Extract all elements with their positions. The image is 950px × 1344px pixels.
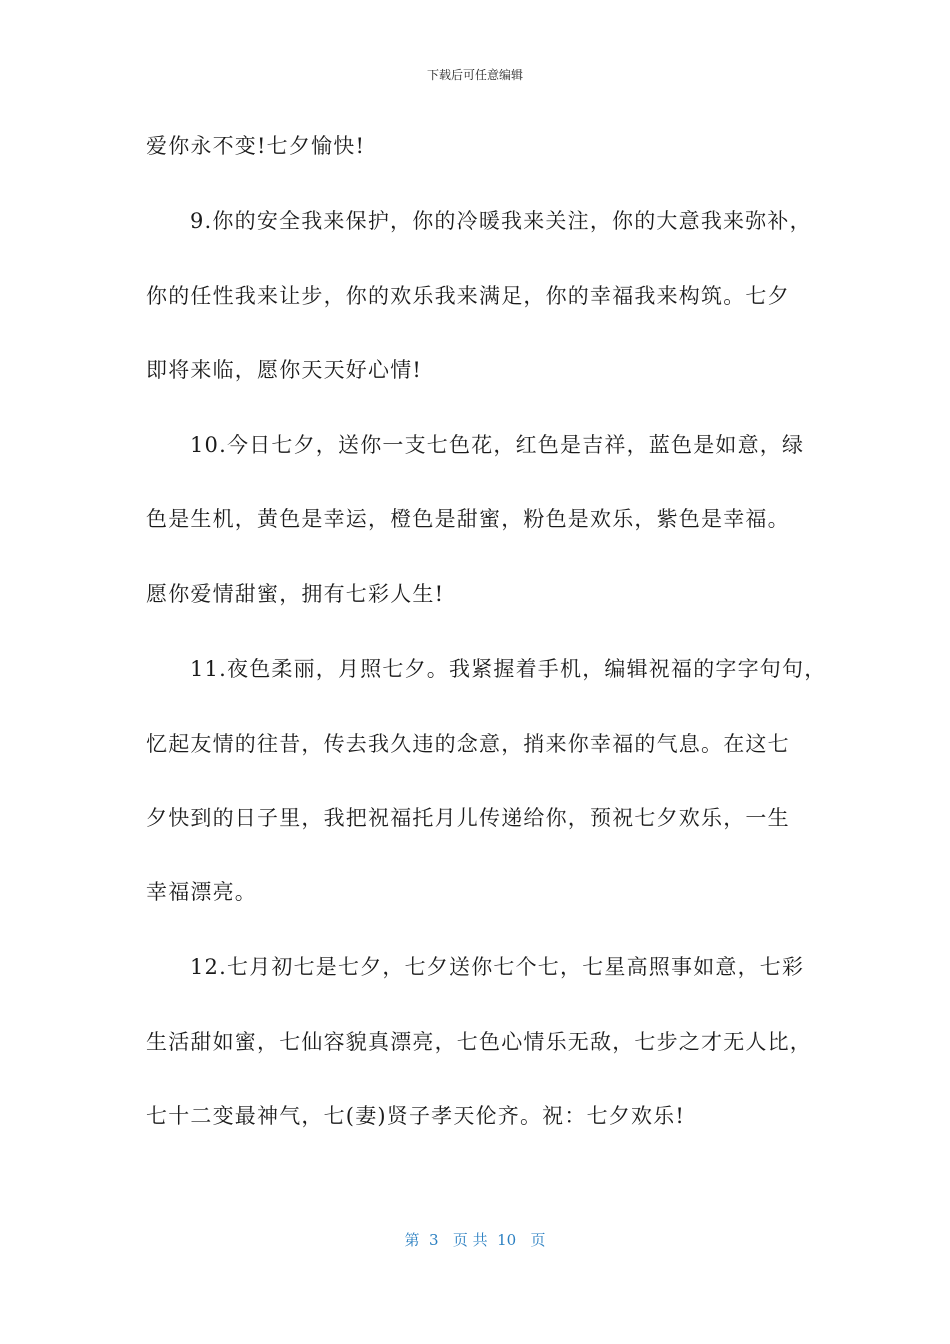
text-line: 愿你爱情甜蜜，拥有七彩人生!	[146, 582, 445, 606]
text-line: 10.今日七夕，送你一支七色花，红色是吉祥，蓝色是如意，绿	[190, 433, 805, 457]
text-line: 9.你的安全我来保护，你的冷暖我来关注，你的大意我来弥补，	[190, 209, 812, 233]
page-footer: 第 3 页 共 10 页	[404, 1231, 546, 1249]
text-line: 七十二变最神气，七(妻)贤子孝天伦齐。祝：七夕欢乐!	[146, 1104, 686, 1128]
text-line: 爱你永不变!七夕愉快!	[146, 134, 366, 158]
text-line: 夕快到的日子里，我把祝福托月儿传递给你，预祝七夕欢乐，一生	[146, 806, 790, 830]
text-line: 生活甜如蜜，七仙容貌真漂亮，七色心情乐无敌，七步之才无人比，	[146, 1030, 812, 1054]
text-line: 11.夜色柔丽，月照七夕。我紧握着手机，编辑祝福的字字句句，	[190, 657, 827, 681]
text-line: 幸福漂亮。	[146, 880, 257, 904]
text-line: 你的任性我来让步，你的欢乐我来满足，你的幸福我来构筑。七夕	[146, 284, 790, 308]
text-line: 色是生机，黄色是幸运，橙色是甜蜜，粉色是欢乐，紫色是幸福。	[146, 507, 790, 531]
text-line: 忆起友情的往昔，传去我久违的念意，捎来你幸福的气息。在这七	[146, 732, 790, 756]
text-line: 12.七月初七是七夕，七夕送你七个七，七星高照事如意，七彩	[190, 955, 805, 979]
text-line: 即将来临，愿你天天好心情!	[146, 358, 423, 382]
header-note: 下载后可任意编辑	[426, 68, 523, 82]
